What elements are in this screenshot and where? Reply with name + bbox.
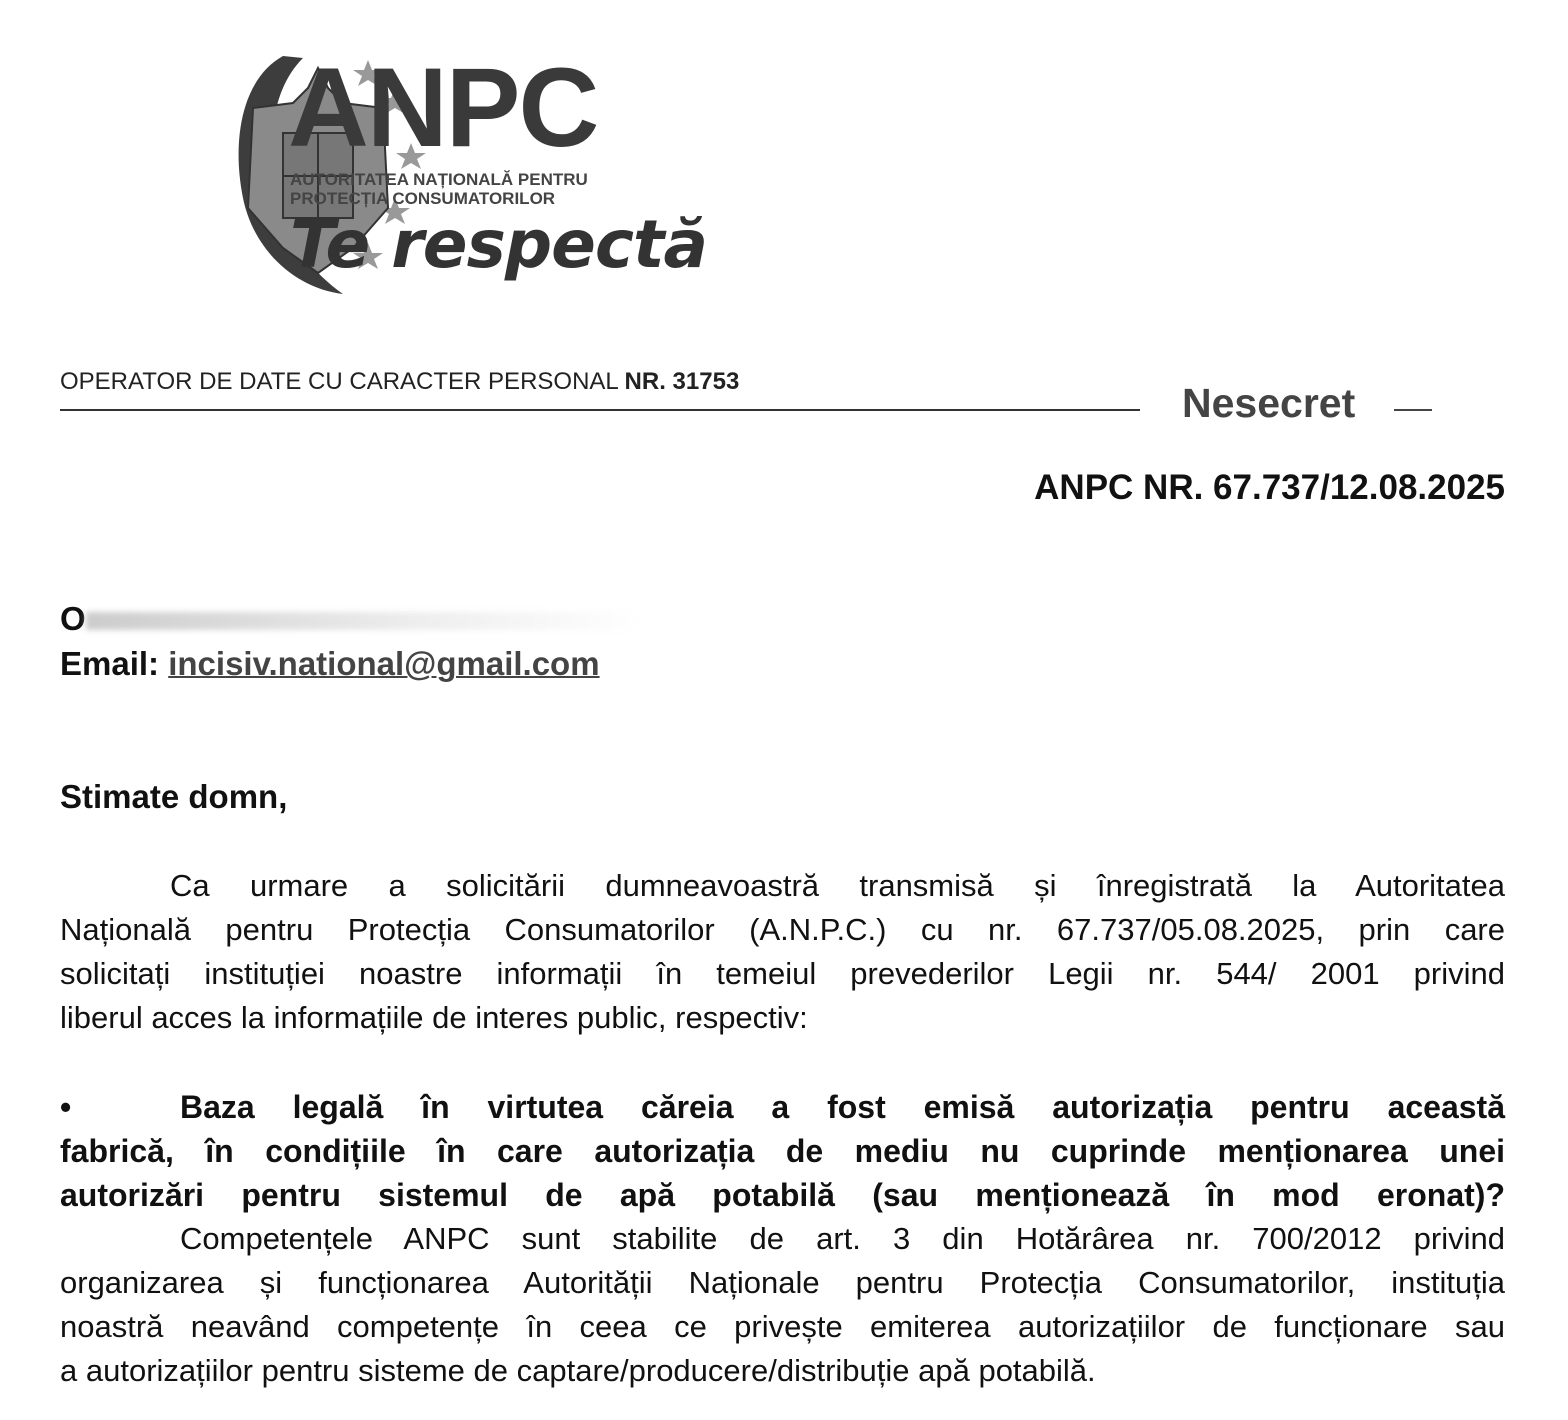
text-line: liberul acces la informațiile de interes public, respectiv: xyxy=(60,1000,808,1035)
text-line: Competențele ANPC sunt stabilite de art. 3 din Hotărârea nr. 700/2012 privind xyxy=(180,1221,1505,1256)
classification-dash xyxy=(1394,409,1432,411)
operator-line xyxy=(60,368,739,396)
text-line: solicitați instituției noastre informații în temeiul prevederilor Legii nr. 544/ 2001 privind xyxy=(60,956,1505,991)
operator-number: NR. 31753 xyxy=(624,368,740,395)
logo-subtitle xyxy=(290,170,588,208)
paragraph-request xyxy=(60,864,1505,1040)
bullet-icon: • xyxy=(60,1089,72,1125)
logo-title: ANPC xyxy=(288,45,598,170)
redaction-blur xyxy=(86,612,646,630)
email-link[interactable]: incisiv.national@gmail.com xyxy=(168,645,600,682)
bullet-text: Baza legală în virtutea căreia a fost emisă autorizația pentru această xyxy=(180,1089,1505,1125)
text-line: a autorizațiilor pentru sisteme de captare/producere/distribuție apă potabilă. xyxy=(60,1353,1096,1388)
text-line: Ca urmare a solicitării dumneavoastră transmisă și înregistrată la Autoritatea xyxy=(170,868,1505,903)
header-divider xyxy=(60,409,1140,411)
classification-label: Nesecret xyxy=(1182,380,1356,426)
email-label: Email: xyxy=(60,645,160,682)
text-line: fabrică, în condițiile în care autorizația de mediu nu cuprinde menționarea unei xyxy=(60,1133,1505,1169)
recipient-email xyxy=(60,645,600,683)
text-line: Națională pentru Protecția Consumatorilor (A.N.P.C.) cu nr. 67.737/05.08.2025, prin care xyxy=(60,912,1505,947)
recipient-name-redacted xyxy=(60,600,646,638)
text-line: organizarea și funcționarea Autorității Naționale pentru Protecția Consumatorilor, instituția xyxy=(60,1265,1505,1300)
text-line: autorizări pentru sistemul de apă potabilă (sau menționează în mod eronat)? xyxy=(60,1177,1505,1213)
greeting: Stimate domn, xyxy=(60,778,288,815)
text-line xyxy=(60,1085,1505,1129)
logo-slogan: Te respectă xyxy=(290,206,708,283)
bullet-question xyxy=(60,1085,1505,1217)
logo-subtitle-line: PROTECȚIA CONSUMATORILOR xyxy=(290,189,556,208)
recipient-initial: O xyxy=(60,600,86,637)
registration-number: ANPC NR. 67.737/12.08.2025 xyxy=(1034,468,1505,507)
paragraph-answer xyxy=(60,1217,1505,1393)
logo-subtitle-line: AUTORITATEA NAȚIONALĂ PENTRU xyxy=(290,170,588,189)
text-line: noastră neavând competențe în ceea ce privește emiterea autorizațiilor de funcționare sau xyxy=(60,1309,1505,1344)
operator-text: OPERATOR DE DATE CU CARACTER PERSONAL xyxy=(60,368,618,395)
